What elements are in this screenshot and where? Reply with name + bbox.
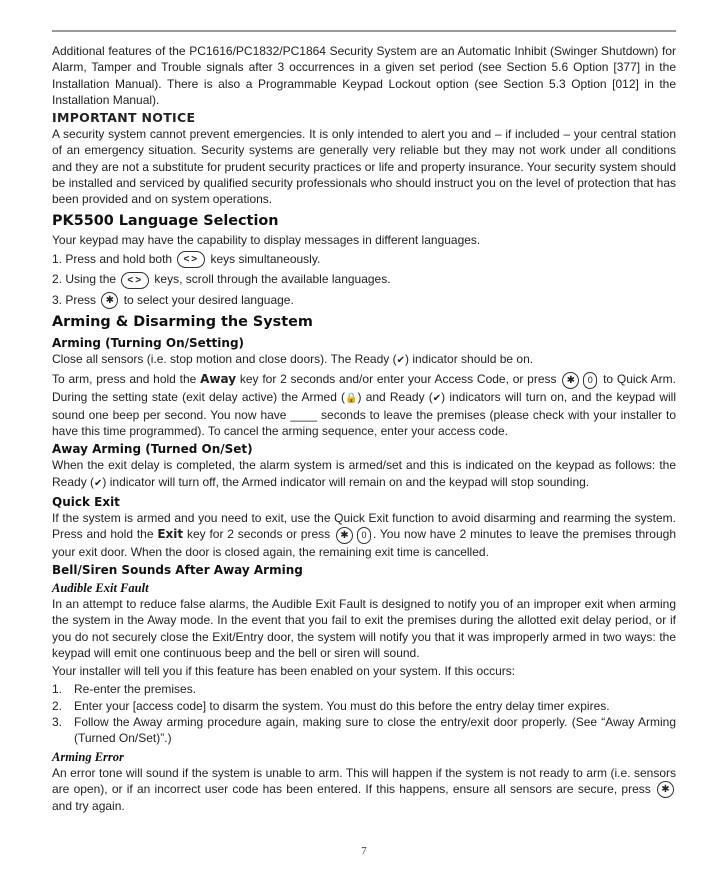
list-text: Follow the Away arming procedure again, making sure to close the entry/exit door properly. (See “Away Arming (Turned On/Set)”.)	[74, 715, 676, 746]
star-key-icon: ✱	[101, 292, 118, 309]
language-step-2	[52, 271, 676, 288]
list-text: Enter your [access code] to disarm the system. You must do this before the entry delay timer expires.	[74, 698, 610, 713]
star-key-icon: ✱	[336, 527, 353, 544]
step-1-tail: keys simultaneously.	[210, 251, 321, 266]
star-key-icon: ✱	[562, 372, 579, 389]
list-item	[52, 681, 676, 697]
lock-icon: 🔒	[345, 392, 358, 404]
list-number: 2.	[52, 698, 63, 713]
away-arming-subheading: Away Arming (Turned On/Set)	[52, 442, 253, 457]
text: . You now have 2 minutes to leave the premises through your exit door. When the door is closed again, the remaining exit time is cancelled.	[52, 527, 676, 559]
exit-fault-steps	[52, 681, 676, 746]
list-item	[52, 714, 676, 747]
text: key for 2 seconds and/or enter your Access Code, or press	[239, 372, 557, 387]
language-step-1	[52, 251, 676, 268]
list-number: 3.	[52, 715, 63, 730]
list-number: 1.	[52, 682, 63, 697]
arming-error-subheading: Arming Error	[52, 749, 124, 764]
away-key-label: Away	[200, 372, 237, 387]
exit-key-label: Exit	[157, 527, 184, 542]
quick-exit-subheading: Quick Exit	[52, 495, 120, 510]
step-3-tail: to select your desired language.	[123, 292, 294, 307]
language-intro: Your keypad may have the capability to display messages in different languages.	[52, 232, 481, 247]
text: Close all sensors (i.e. stop motion and close doors). The Ready (	[52, 351, 397, 366]
check-icon: ✔	[94, 477, 103, 489]
step-3-text: 3. Press	[52, 292, 97, 307]
star-key-icon: ✱	[657, 781, 674, 798]
text: and try again.	[52, 799, 125, 814]
text: If the system is armed and you need to exit, use the Quick Exit function to avoid disarming and rearming the system. Press and hold the	[52, 511, 676, 542]
top-rule	[52, 30, 676, 32]
text: An error tone will sound if the system is unable to arm. This will happen if the system is not ready to arm (i.e. sensors are open), or if an incorrect user code has been entered. If this happens, ensure all sensors are secure, press	[52, 765, 676, 796]
zero-key-icon: 0	[357, 527, 371, 544]
bell-heading: Bell/Siren Sounds After Away Arming	[52, 562, 303, 577]
quick-exit-para	[52, 510, 676, 560]
language-step-3	[52, 292, 676, 309]
arming-subheading: Arming (Turning On/Setting)	[52, 335, 245, 350]
text: ) indicators will turn on, and the keypad will sound one beep per second. You now have ____ seconds to leave the premises (please check with your installer to have this time programmed). To cancel the arming sequence, enter your access code.	[52, 389, 676, 439]
list-item	[52, 698, 676, 714]
audible-exit-para: In an attempt to reduce false alarms, the Audible Exit Fault is designed to notify you of an improper exit when arming the system in the Away mode. In the event that you fail to exit the premises during the allotted exit delay period, or if you do not securely close the Exit/Entry door, the system will notify you that it was improperly armed in two ways: the keypad will emit one continuous beep and the bell or siren will sound.	[52, 596, 676, 660]
text: To arm, press and hold the	[52, 372, 197, 387]
language-heading: PK5500 Language Selection	[52, 212, 279, 229]
text: ) indicator should be on.	[405, 351, 534, 366]
check-icon: ✔	[432, 392, 442, 404]
audible-exit-fault-subheading: Audible Exit Fault	[52, 580, 149, 595]
notice-heading: IMPORTANT NOTICE	[52, 110, 196, 126]
list-text: Re-enter the premises.	[74, 682, 197, 697]
intro-paragraph: Additional features of the PC1616/PC1832/PC1864 Security System are an Automatic Inhibit (Swinger Shutdown) for Alarm, Tamper and Trouble signals after 3 occurrences in a given set period (see Section 5.6 Option [377] in the Installation Manual). There is also a Programmable Keypad Lockout option (see Section 5.3 Option [012] in the Installation Manual).	[52, 44, 676, 107]
text: ) indicator will turn off, the Armed indicator will remain on and the keypad will stop sounding.	[102, 474, 590, 489]
text: ) and Ready (	[357, 389, 433, 404]
arrow-keys-icon: <>	[177, 251, 205, 268]
step-2-tail: keys, scroll through the available languages.	[154, 272, 391, 287]
step-1-text: 1. Press and hold both	[52, 251, 173, 266]
text: to Quick Arm. During the setting state (exit delay active) the Armed (	[52, 372, 677, 404]
check-icon: ✔	[396, 354, 405, 366]
arrow-keys-icon: <>	[121, 272, 149, 289]
text: key for 2 seconds or press	[186, 527, 331, 542]
installer-para: Your installer will tell you if this feature has been enabled on your system. If this occurs:	[52, 664, 516, 679]
arming-error-para	[52, 765, 676, 815]
arming-para-2	[52, 371, 676, 439]
zero-key-icon: 0	[583, 372, 597, 389]
arming-heading: Arming & Disarming the System	[52, 313, 313, 330]
arming-para-1	[52, 351, 676, 369]
step-2-text: 2. Using the	[52, 272, 117, 287]
manual-page	[52, 43, 676, 815]
page-number: 7	[361, 845, 367, 857]
text: When the exit delay is completed, the alarm system is armed/set and this is indicated on the keypad as follows: the Ready (	[52, 458, 676, 489]
notice-paragraph: A security system cannot prevent emergencies. It is only intended to alert you and – if included – your central station of an emergency situation. Security systems are generally very reliable but they may not work under all conditions and they are not a substitute for prudent security practices or life and property insurance. Your security system should be installed and serviced by qualified security professionals who should instruct you on the level of protection that has been provided and on system operations.	[52, 127, 676, 207]
away-arming-para	[52, 457, 676, 492]
